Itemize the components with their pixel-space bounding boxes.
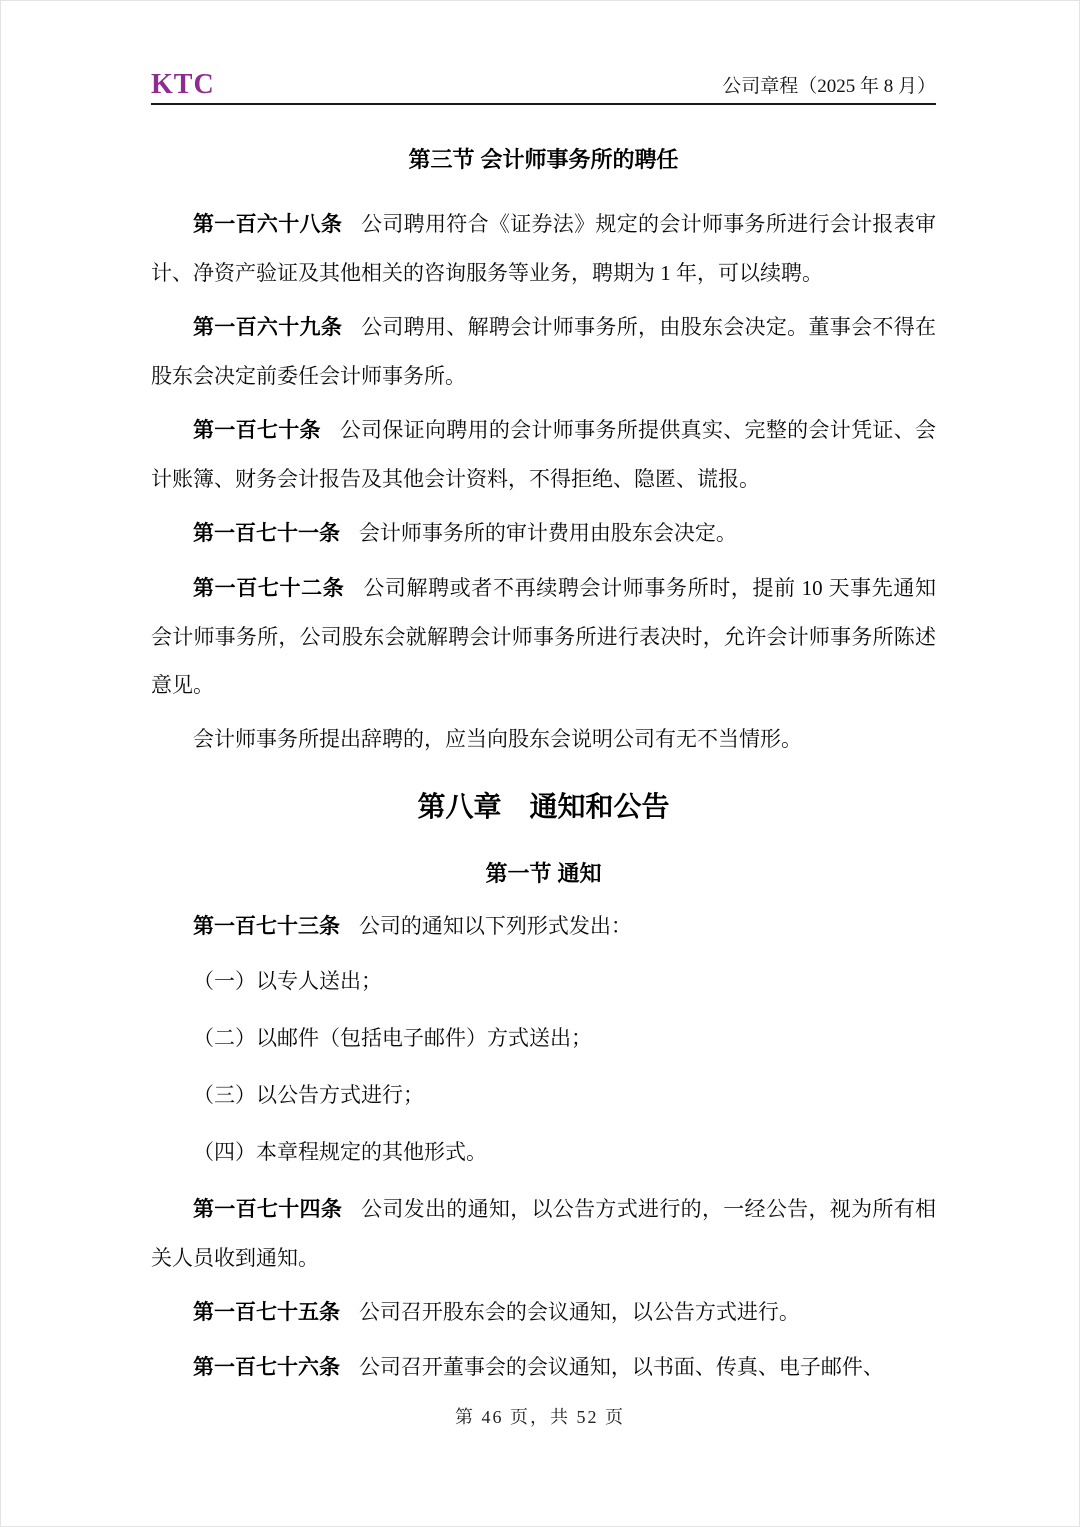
article-172-text: 公司解聘或者不再续聘会计师事务所时，提前 10 天事先通知会计师事务所，公司股东会就解聘会计师事务所进行表决时，允许会计师事务所陈述意见。 xyxy=(151,576,937,697)
article-168-text: 公司聘用符合《证券法》规定的会计师事务所进行会计报表审计、净资产验证及其他相关的咨询服务等业务，聘期为 1 年，可以续聘。 xyxy=(151,212,937,285)
article-169-number: 第一百六十九条 xyxy=(193,316,343,339)
article-174-number: 第一百七十四条 xyxy=(193,1198,343,1221)
page-container xyxy=(1,1,1079,1392)
article-176-number: 第一百七十六条 xyxy=(193,1356,340,1379)
ktc-logo: KTC xyxy=(151,69,215,100)
article-176-text: 公司召开董事会的会议通知，以书面、传真、电子邮件、 xyxy=(358,1355,884,1379)
article-171-number: 第一百七十一条 xyxy=(193,522,340,545)
section-title-accountant: 第三节 会计师事务所的聘任 xyxy=(408,147,679,172)
article-174 xyxy=(151,1185,936,1282)
article-171 xyxy=(151,509,936,558)
article-173-text: 公司的通知以下列形式发出： xyxy=(358,914,632,938)
notice-form-item-1: （一）以专人送出； xyxy=(193,969,382,993)
section-title-notice: 第一节 通知 xyxy=(485,861,602,886)
document-title: 公司章程（2025 年 8 月） xyxy=(722,76,936,98)
chapter-title-notice: 第八章 通知和公告 xyxy=(417,791,670,822)
article-170 xyxy=(151,406,936,503)
article-173-number: 第一百七十三条 xyxy=(193,915,340,938)
closing-paragraph: 会计师事务所提出辞聘的，应当向股东会说明公司有无不当情形。 xyxy=(193,727,802,751)
article-175-number: 第一百七十五条 xyxy=(193,1301,340,1324)
article-170-text: 公司保证向聘用的会计师事务所提供真实、完整的会计凭证、会计账簿、财务会计报告及其他会计资料，不得拒绝、隐匿、谎报。 xyxy=(151,418,937,491)
article-173 xyxy=(151,902,936,951)
article-170-number: 第一百七十条 xyxy=(193,419,321,442)
article-169-text: 公司聘用、解聘会计师事务所，由股东会决定。董事会不得在股东会决定前委任会计师事务所。 xyxy=(151,315,937,388)
page-number-footer: 第 46 页，共 52 页 xyxy=(455,1407,625,1427)
notice-form-item-2: （二）以邮件（包括电子邮件）方式送出； xyxy=(193,1026,592,1050)
article-168 xyxy=(151,200,936,297)
article-171-text: 会计师事务所的审计费用由股东会决定。 xyxy=(358,521,737,545)
notice-form-item-4: （四）本章程规定的其他形式。 xyxy=(193,1140,487,1164)
article-174-text: 公司发出的通知，以公告方式进行的，一经公告，视为所有相关人员收到通知。 xyxy=(151,1197,937,1270)
notice-form-item-3: （三）以公告方式进行； xyxy=(193,1083,424,1107)
article-172-number: 第一百七十二条 xyxy=(193,577,345,600)
article-175-text: 公司召开股东会的会议通知，以公告方式进行。 xyxy=(358,1300,800,1324)
article-168-number: 第一百六十八条 xyxy=(193,213,343,236)
article-169 xyxy=(151,303,936,400)
article-175 xyxy=(151,1288,936,1337)
article-176 xyxy=(151,1343,936,1392)
page-header xyxy=(151,71,936,105)
article-172 xyxy=(151,564,936,709)
